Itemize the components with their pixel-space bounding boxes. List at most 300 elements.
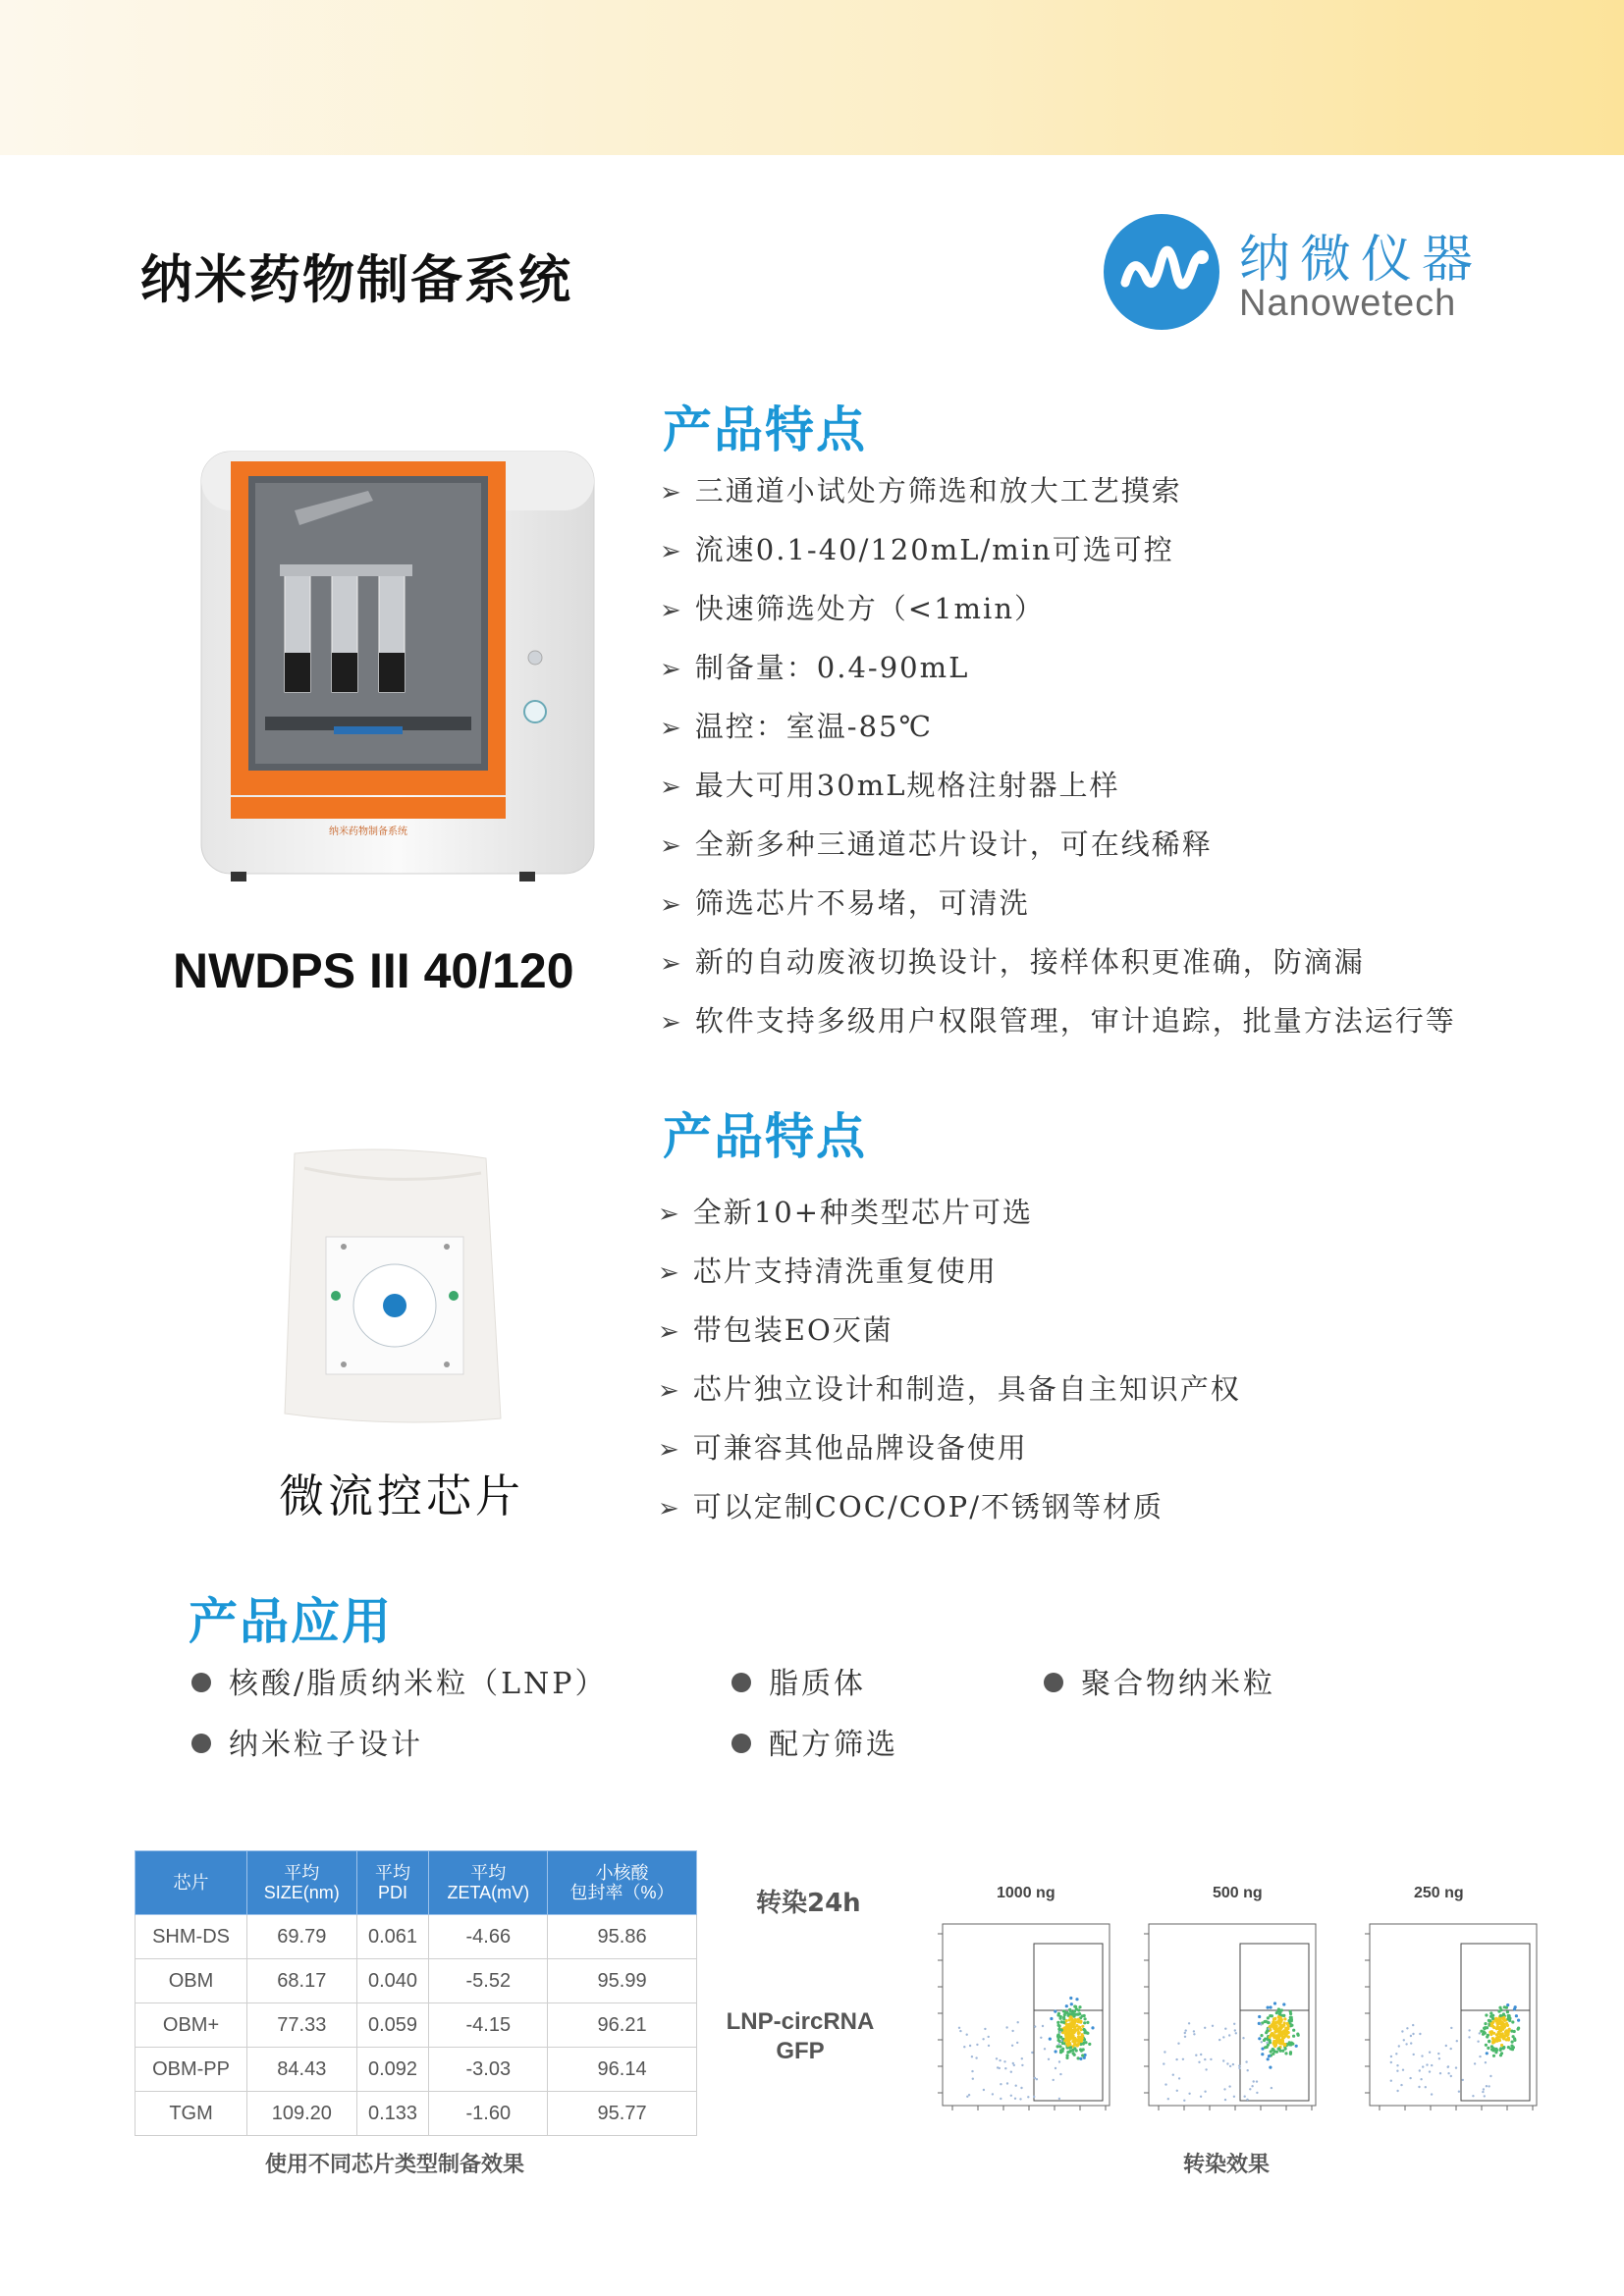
scatter-point — [1069, 2027, 1072, 2030]
scatter-point — [1512, 2035, 1515, 2038]
scatter-point — [1011, 2045, 1013, 2047]
scatter-point — [1222, 2036, 1224, 2038]
scatter-point — [1506, 2024, 1509, 2027]
scatter-point — [1063, 2026, 1066, 2029]
feature-item: ➢ 全新10+种类型芯片可选 — [658, 1196, 1033, 1229]
scatter-point — [1000, 2098, 1001, 2100]
arrow-bullet-icon: ➢ — [658, 1258, 681, 1288]
scatter-point — [1185, 2029, 1187, 2031]
scatter-point — [1280, 2008, 1283, 2011]
plot-frame — [1370, 1924, 1537, 2106]
scatter-point — [1256, 2092, 1258, 2094]
scatter-point — [1057, 2039, 1060, 2042]
scatter-point — [1059, 2031, 1061, 2033]
table-cell: 96.14 — [548, 2048, 697, 2092]
table-header-cell: 平均 PDI — [356, 1851, 429, 1915]
scatter-point — [1495, 2022, 1498, 2025]
table-header-cell: 芯片 — [135, 1851, 247, 1915]
scatter-point — [1242, 2037, 1244, 2039]
scatter-point — [1292, 2035, 1295, 2038]
scatter-point — [1010, 2071, 1012, 2073]
flow-cytometry-plot — [1124, 1914, 1326, 2125]
arrow-bullet-icon: ➢ — [658, 1494, 681, 1523]
scatter-point — [1273, 2050, 1276, 2053]
scatter-point — [1040, 2037, 1042, 2039]
scatter-point — [988, 2036, 990, 2038]
table-cell: 0.092 — [356, 2048, 429, 2092]
arrow-bullet-icon: ➢ — [660, 831, 683, 861]
scatter-point — [1050, 2017, 1053, 2020]
scatter-point — [1499, 2054, 1502, 2056]
scatter-point — [1011, 2030, 1013, 2032]
scatter-point — [1489, 2019, 1491, 2022]
table-cell: 95.86 — [548, 1915, 697, 1959]
scatter-point — [1073, 2047, 1076, 2050]
scatter-point — [1277, 2047, 1280, 2050]
plot-title: 1000 ng — [997, 1885, 1056, 1901]
scatter-point — [988, 2045, 990, 2047]
chip-features-title: 产品特点 — [663, 1108, 867, 1165]
scatter-point — [1183, 2100, 1185, 2102]
svg-text:纳米药物制备系统: 纳米药物制备系统 — [329, 827, 407, 837]
scatter-point — [1501, 2032, 1504, 2035]
scatter-point — [1515, 2014, 1518, 2017]
scatter-point — [1205, 2068, 1207, 2070]
scatter-point — [1292, 2029, 1295, 2032]
scatter-point — [1258, 2037, 1261, 2040]
scatter-point — [1070, 2002, 1073, 2005]
scatter-point — [1249, 2088, 1251, 2090]
scatter-point — [966, 2034, 968, 2036]
scatter-point — [1226, 2062, 1228, 2064]
scatter-point — [1059, 2017, 1062, 2020]
scatter-point — [1076, 2040, 1079, 2043]
chip-name: 微流控芯片 — [279, 1469, 524, 1522]
scatter-point — [984, 2028, 986, 2030]
scatter-point — [1419, 2033, 1421, 2035]
plot-title: 500 ng — [1213, 1885, 1263, 1901]
table-cell: 96.21 — [548, 2003, 697, 2048]
scatter-point — [1232, 2063, 1234, 2065]
scatter-point — [1058, 2098, 1060, 2100]
scatter-point — [1055, 2050, 1057, 2053]
scatter-point — [1488, 2085, 1489, 2087]
scatter-point — [1438, 2057, 1440, 2059]
scatter-point — [1390, 2080, 1392, 2082]
bullet-dot-icon — [191, 1673, 211, 1692]
scatter-point — [1193, 2033, 1195, 2035]
scatter-point — [1483, 2088, 1485, 2090]
scatter-point — [1489, 2075, 1491, 2077]
scatter-point — [1474, 2062, 1476, 2064]
scatter-point — [1513, 2030, 1516, 2033]
scatter-point — [1468, 2036, 1470, 2038]
scatter-point — [983, 2089, 985, 2091]
device-model-name: NWDPS III 40/120 — [173, 943, 574, 998]
transfection-caption: 转染效果 — [1183, 2153, 1271, 2177]
feature-item: ➢ 软件支持多级用户权限管理，审计追踪，批量方法运行等 — [660, 1004, 1456, 1038]
scatter-point — [1083, 2031, 1086, 2034]
scatter-point — [1486, 2052, 1489, 2055]
chip-package-image — [265, 1139, 520, 1433]
table-cell: 95.99 — [548, 1959, 697, 2003]
scatter-point — [1508, 2017, 1511, 2020]
table-cell: -4.66 — [429, 1915, 548, 1959]
scatter-point — [1163, 2062, 1164, 2064]
scatter-point — [1056, 2013, 1059, 2016]
scatter-point — [1297, 2034, 1300, 2037]
scatter-point — [1233, 2096, 1235, 2098]
scatter-point — [1419, 2069, 1421, 2071]
scatter-point — [1021, 2064, 1023, 2066]
scatter-point — [1479, 2056, 1481, 2057]
scatter-point — [1058, 2045, 1061, 2048]
scatter-point — [1422, 2065, 1424, 2067]
scatter-point — [1266, 2042, 1268, 2044]
feature-item: ➢ 全新多种三通道芯片设计，可在线稀释 — [660, 828, 1213, 861]
scatter-point — [976, 2044, 978, 2046]
table-cell: SHM-DS — [135, 1915, 247, 1959]
scatter-point — [1484, 2095, 1486, 2097]
table-cell: 109.20 — [247, 2092, 356, 2136]
arrow-bullet-icon: ➢ — [660, 537, 683, 566]
scatter-point — [1403, 2039, 1405, 2041]
bullet-dot-icon — [1044, 1673, 1063, 1692]
scatter-point — [1482, 2091, 1484, 2093]
scatter-point — [1484, 2022, 1487, 2025]
scatter-point — [1079, 2020, 1082, 2023]
scatter-point — [1412, 2033, 1414, 2035]
system-features-title: 产品特点 — [663, 401, 867, 458]
scatter-point — [1284, 2048, 1287, 2051]
scatter-point — [1014, 2098, 1016, 2100]
feature-item: ➢ 温控：室温-85℃ — [660, 710, 933, 743]
scatter-point — [1267, 2016, 1270, 2019]
applications-list — [191, 1659, 1370, 1796]
scatter-point — [1033, 2096, 1035, 2098]
table-cell: -1.60 — [429, 2092, 548, 2136]
scatter-point — [1228, 2034, 1230, 2036]
scatter-point — [1486, 2085, 1488, 2087]
scatter-point — [992, 2093, 994, 2095]
scatter-point — [1266, 2046, 1269, 2049]
scatter-point — [1081, 2025, 1084, 2028]
scatter-point — [1499, 2018, 1502, 2021]
scatter-point — [1060, 2040, 1062, 2042]
scatter-point — [1462, 2079, 1464, 2081]
scatter-point — [1238, 2064, 1240, 2066]
scatter-point — [1069, 2037, 1072, 2040]
scatter-point — [1491, 2037, 1494, 2040]
scatter-point — [1081, 2014, 1084, 2017]
scatter-point — [1489, 2024, 1492, 2027]
scatter-point — [1280, 2042, 1283, 2045]
scatter-point — [1287, 2024, 1290, 2027]
scatter-point — [969, 2045, 971, 2047]
arrow-bullet-icon: ➢ — [658, 1435, 681, 1465]
scatter-point — [1517, 2028, 1520, 2031]
scatter-point — [1485, 2013, 1488, 2016]
header-band — [0, 0, 1624, 155]
scatter-point — [1508, 2028, 1511, 2031]
scatter-point — [1066, 2027, 1069, 2030]
scatter-point — [1167, 2098, 1169, 2100]
scatter-point — [1426, 2063, 1428, 2065]
scatter-point — [1188, 2022, 1190, 2024]
scatter-point — [1485, 2061, 1487, 2063]
scatter-point — [1282, 2002, 1285, 2005]
scatter-point — [1077, 2043, 1080, 2046]
scatter-point — [1270, 2005, 1272, 2008]
scatter-point — [1072, 2052, 1075, 2055]
scatter-point — [1418, 2086, 1420, 2088]
scatter-point — [959, 2030, 961, 2032]
feature-item: ➢ 流速0.1-40/120mL/min可选可控 — [660, 533, 1174, 566]
scatter-point — [1055, 2067, 1056, 2069]
scatter-point — [1445, 2045, 1447, 2047]
table-cell: 0.133 — [356, 2092, 429, 2136]
scatter-point — [1073, 2039, 1076, 2042]
scatter-point — [1195, 2055, 1197, 2056]
scatter-point — [1420, 2078, 1422, 2080]
scatter-point — [1499, 2014, 1502, 2017]
scatter-point — [999, 2059, 1001, 2061]
scatter-point — [1247, 2069, 1249, 2071]
feature-item: ➢ 带包装EO灭菌 — [658, 1313, 893, 1347]
scatter-point — [1172, 2074, 1174, 2076]
arrow-bullet-icon: ➢ — [660, 773, 683, 802]
scatter-point — [1049, 2038, 1052, 2041]
scatter-point — [1251, 2085, 1253, 2087]
scatter-point — [1398, 2045, 1400, 2047]
scatter-point — [1275, 2024, 1278, 2027]
scatter-point — [1431, 2064, 1433, 2066]
scatter-point — [1044, 2048, 1046, 2050]
scatter-point — [1068, 2018, 1071, 2021]
scatter-point — [1458, 2091, 1460, 2093]
scatter-point — [1401, 2030, 1403, 2032]
arrow-bullet-icon: ➢ — [660, 949, 683, 979]
scatter-point — [1284, 2052, 1287, 2055]
scatter-point — [1068, 2047, 1071, 2050]
scatter-point — [1212, 2025, 1214, 2027]
feature-item: ➢ 新的自动废液切换设计，接样体积更准确，防滴漏 — [660, 945, 1365, 979]
scatter-point — [1270, 2025, 1272, 2028]
scatter-point — [1506, 2010, 1509, 2013]
scatter-point — [1224, 2099, 1226, 2101]
scatter-point — [1004, 2067, 1006, 2069]
feature-item: ➢ 可以定制COC/COP/不锈钢等材质 — [658, 1490, 1164, 1523]
scatter-point — [1031, 2052, 1033, 2054]
scatter-point — [1289, 2012, 1292, 2015]
scatter-point — [1286, 2027, 1289, 2030]
scatter-point — [1066, 2013, 1069, 2016]
scatter-point — [1485, 2044, 1488, 2047]
scatter-point — [1223, 2088, 1225, 2090]
scatter-point — [1261, 2041, 1263, 2043]
scatter-point — [1083, 2021, 1086, 2024]
scatter-point — [1450, 2075, 1452, 2077]
scatter-point — [1086, 2021, 1089, 2024]
scatter-point — [1500, 2008, 1503, 2011]
scatter-point — [1488, 2040, 1490, 2043]
transfection-sample-label: LNP-circRNA GFP — [726, 2008, 875, 2064]
scatter-point — [1078, 2005, 1081, 2008]
scatter-point — [1498, 2026, 1501, 2029]
scatter-point — [1065, 2034, 1068, 2037]
scatter-point — [1278, 2031, 1281, 2034]
arrow-bullet-icon: ➢ — [660, 655, 683, 684]
scatter-point — [1042, 2025, 1044, 2027]
table-row — [135, 1959, 697, 2003]
scatter-point — [1269, 2014, 1272, 2017]
scatter-point — [1503, 2005, 1506, 2008]
scatter-point — [1177, 2043, 1179, 2045]
system-features-list — [660, 461, 1456, 1050]
scatter-point — [1054, 2010, 1056, 2013]
scatter-point — [1224, 2028, 1226, 2030]
scatter-point — [1198, 2061, 1200, 2063]
table-cell: TGM — [135, 2092, 247, 2136]
arrow-bullet-icon: ➢ — [660, 714, 683, 743]
chip-features-list — [658, 1183, 1241, 1536]
bullet-dot-icon — [191, 1734, 211, 1753]
scatter-point — [1218, 2039, 1220, 2041]
scatter-point — [1017, 2021, 1019, 2023]
scatter-point — [1290, 2018, 1293, 2021]
scatter-point — [1068, 2042, 1071, 2045]
transfection-time-label: 转染24h — [756, 1889, 861, 1918]
scatter-point — [1036, 2078, 1038, 2080]
scatter-point — [1081, 2054, 1084, 2056]
scatter-point — [1065, 2042, 1068, 2045]
scatter-point — [1268, 2021, 1271, 2024]
scatter-point — [1511, 2041, 1514, 2044]
bullet-dot-icon — [731, 1673, 751, 1692]
scatter-point — [1502, 2012, 1505, 2015]
scatter-point — [1499, 2021, 1502, 2024]
table-cell: 0.061 — [356, 1915, 429, 1959]
bullet-dot-icon — [731, 1734, 751, 1753]
scatter-point — [1088, 2043, 1091, 2046]
scatter-point — [1034, 2077, 1036, 2079]
scatter-point — [1282, 2036, 1285, 2039]
scatter-point — [1079, 2057, 1082, 2060]
table-cell: 0.040 — [356, 1959, 429, 2003]
scatter-point — [996, 2057, 998, 2059]
logo-english-name: Nanowetech — [1239, 283, 1457, 324]
scatter-point — [968, 2094, 970, 2096]
feature-item: ➢ 芯片支持清洗重复使用 — [658, 1255, 998, 1288]
scatter-point — [1204, 2058, 1206, 2060]
scatter-point — [1019, 2098, 1021, 2100]
applications-title: 产品应用 — [189, 1593, 393, 1650]
scatter-point — [1057, 2034, 1060, 2037]
scatter-point — [1271, 2087, 1272, 2089]
table-cell: 69.79 — [247, 1915, 356, 1959]
table-cell: -4.15 — [429, 2003, 548, 2048]
scatter-point — [1490, 2048, 1493, 2051]
scatter-point — [1077, 2056, 1080, 2059]
scatter-point — [1204, 2091, 1206, 2093]
scatter-point — [1510, 2045, 1513, 2048]
scatter-point — [1484, 2032, 1487, 2035]
scatter-point — [1492, 2032, 1495, 2035]
scatter-point — [1081, 2033, 1084, 2036]
scatter-point — [1060, 2020, 1063, 2023]
scatter-point — [1057, 2024, 1060, 2027]
application-item: 脂质体 — [731, 1659, 866, 1702]
scatter-point — [1281, 2039, 1284, 2042]
scatter-point — [1063, 2039, 1066, 2042]
scatter-point — [1425, 2086, 1427, 2088]
scatter-point — [1065, 2004, 1068, 2007]
scatter-point — [1182, 2058, 1184, 2060]
scatter-point — [1056, 2045, 1059, 2048]
scatter-point — [972, 2078, 974, 2080]
scatter-point — [1480, 2030, 1483, 2033]
scatter-point — [1277, 2007, 1280, 2010]
scatter-point — [958, 2027, 960, 2029]
arrow-bullet-icon: ➢ — [658, 1200, 681, 1229]
scatter-point — [1450, 2048, 1452, 2050]
table-header-cell: 平均 ZETA(mV) — [429, 1851, 548, 1915]
scatter-point — [1502, 2016, 1505, 2019]
table-header-row — [135, 1851, 697, 1915]
scatter-point — [1413, 2054, 1415, 2056]
scatter-point — [1421, 2055, 1423, 2056]
scatter-point — [1238, 2067, 1240, 2069]
arrow-bullet-icon: ➢ — [660, 1008, 683, 1038]
scatter-point — [1016, 2042, 1018, 2044]
scatter-point — [1400, 2084, 1402, 2086]
scatter-point — [1200, 2054, 1202, 2056]
scatter-point — [1253, 2080, 1255, 2082]
scatter-point — [1058, 2060, 1060, 2062]
scatter-point — [1495, 2027, 1498, 2030]
scatter-point — [1279, 2019, 1282, 2022]
results-table — [135, 1850, 697, 2136]
scatter-point — [1265, 2020, 1268, 2023]
feature-item: ➢ 最大可用30mL规格注射器上样 — [660, 769, 1120, 802]
scatter-point — [1072, 2019, 1075, 2022]
scatter-point — [1390, 2056, 1392, 2057]
scatter-point — [1229, 2065, 1231, 2067]
plot-title: 250 ng — [1414, 1885, 1464, 1901]
table-cell: 77.33 — [247, 2003, 356, 2048]
scatter-point — [1447, 2066, 1449, 2068]
feature-item: ➢ 芯片独立设计和制造，具备自主知识产权 — [658, 1372, 1241, 1406]
scatter-point — [1210, 2058, 1212, 2060]
scatter-point — [1288, 2043, 1291, 2046]
arrow-bullet-icon: ➢ — [660, 478, 683, 507]
scatter-point — [1492, 2055, 1495, 2057]
scatter-point — [1272, 2044, 1275, 2047]
scatter-point — [1082, 2043, 1085, 2046]
scatter-point — [1006, 2082, 1008, 2084]
scatter-point — [1289, 2051, 1292, 2054]
scatter-point — [1486, 2026, 1489, 2029]
scatter-point — [1034, 2025, 1036, 2027]
scatter-point — [1274, 2030, 1277, 2033]
scatter-point — [1003, 2060, 1005, 2062]
scatter-point — [1246, 2099, 1248, 2101]
scatter-point — [1496, 2017, 1499, 2020]
scatter-point — [1188, 2093, 1190, 2095]
scatter-point — [975, 2056, 977, 2058]
scatter-point — [1261, 2053, 1264, 2056]
scatter-point — [1295, 2045, 1298, 2048]
